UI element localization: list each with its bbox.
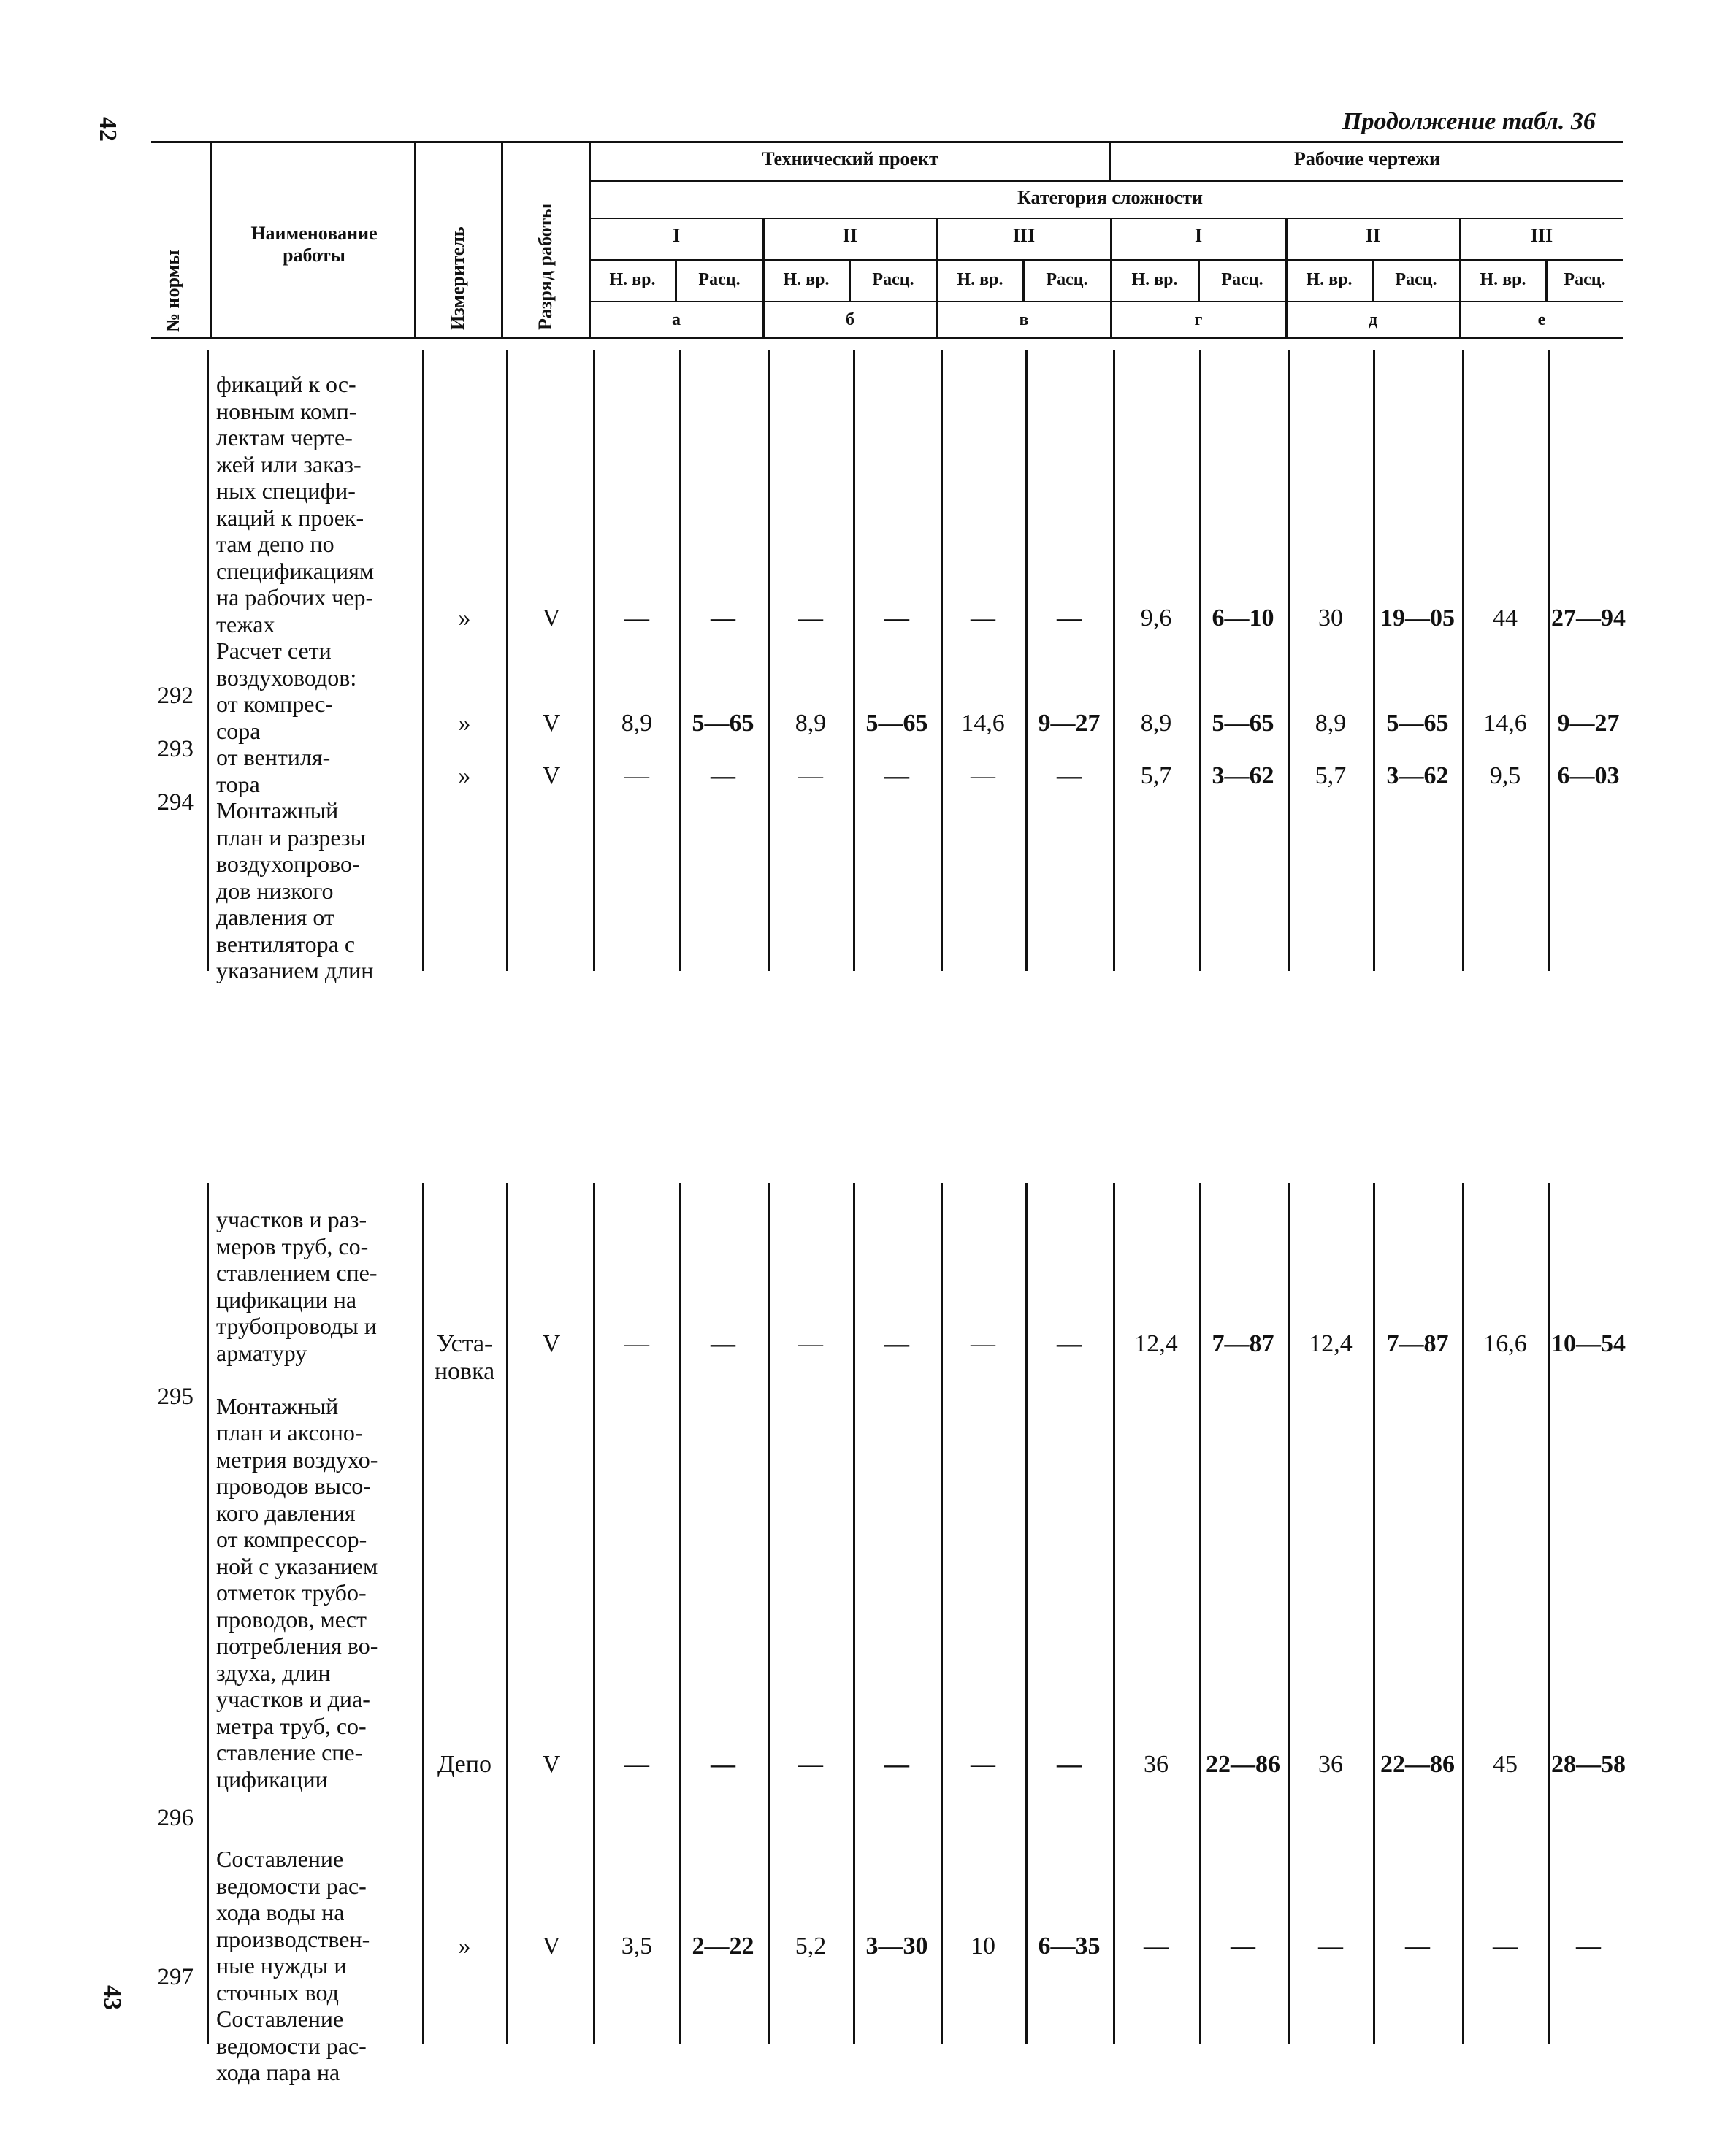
norm-time-label: Н. вр.: [1131, 270, 1178, 289]
measure-cell: [428, 1330, 501, 1386]
norm-time-cell: —: [798, 1330, 823, 1357]
description-line: проводов высо-: [216, 1473, 371, 1499]
description-line: план и аксоно-: [216, 1419, 363, 1446]
description-line: ставлением спе-: [216, 1259, 378, 1286]
description-line: каций к проек-: [216, 504, 364, 531]
header-work-name-text: Наименование работы: [250, 223, 378, 266]
column-letter: б: [846, 310, 854, 329]
measure-cell: »: [458, 710, 471, 737]
description-line: участков и раз-: [216, 1206, 367, 1232]
rate-cell: 5—65: [692, 710, 754, 737]
rate-cell: —: [1405, 1933, 1430, 1960]
rate-cell: 7—87: [1386, 1330, 1449, 1357]
category-label: I: [1194, 225, 1203, 246]
norm-number: 293: [157, 736, 194, 762]
norm-time-cell: 5,7: [1140, 762, 1172, 789]
description-line: хода пара на: [216, 2059, 340, 2085]
norm-time-cell: 8,9: [1140, 710, 1172, 737]
description-line: Расчет сети: [216, 637, 332, 664]
norm-time-cell: 5,2: [795, 1933, 827, 1960]
norm-time-cell: —: [624, 605, 649, 632]
rate-label: Расц.: [1395, 270, 1437, 289]
description-line: новным комп-: [216, 397, 357, 424]
description-line: ставление спе-: [216, 1739, 363, 1765]
rate-cell: —: [1057, 762, 1082, 789]
norm-time-cell: 9,5: [1489, 762, 1521, 789]
description-line: от компрес-: [216, 691, 334, 717]
rate-cell: —: [884, 762, 909, 789]
header-working-drawings: Рабочие чертежи: [1293, 148, 1440, 169]
description-line: ных специфи-: [216, 477, 356, 504]
description-line: ной с указанием: [216, 1552, 378, 1579]
norm-time-cell: 14,6: [1483, 710, 1527, 737]
description-line: метра труб, со-: [216, 1712, 367, 1739]
norm-number: 292: [157, 683, 194, 709]
norm-time-cell: —: [798, 1751, 823, 1778]
column-letter: в: [1019, 310, 1029, 329]
measure-cell: »: [458, 1933, 471, 1960]
rate-cell: 6—03: [1557, 762, 1620, 789]
column-letter: а: [672, 310, 681, 329]
norm-time-cell: 30: [1318, 605, 1343, 632]
norm-time-cell: —: [971, 1330, 995, 1357]
norm-number: 295: [157, 1384, 194, 1410]
description-line: ные нужды и: [216, 1952, 347, 1979]
column-letter: г: [1194, 310, 1203, 329]
rate-cell: 5—65: [865, 710, 928, 737]
norm-time-label: Н. вр.: [609, 270, 656, 289]
norm-time-cell: 36: [1144, 1751, 1169, 1778]
norm-time-cell: 8,9: [621, 710, 653, 737]
norm-time-label: Н. вр.: [957, 270, 1003, 289]
description-line: проводов, мест: [216, 1606, 367, 1633]
rate-cell: —: [1057, 605, 1082, 632]
norm-time-cell: —: [971, 1751, 995, 1778]
description-line: производствен-: [216, 1925, 370, 1952]
work-description-text: [216, 1206, 418, 2086]
description-line: ведомости рас-: [216, 2032, 367, 2059]
grade-cell: V: [542, 1933, 561, 1960]
norm-time-cell: 44: [1493, 605, 1518, 632]
description-line: здуха, длин: [216, 1659, 331, 1686]
norm-time-cell: 8,9: [795, 710, 827, 737]
description-line: цификации на: [216, 1286, 357, 1313]
description-line: давления от: [216, 904, 334, 930]
norm-time-cell: —: [971, 605, 995, 632]
rate-cell: —: [884, 1330, 909, 1357]
table-caption: Продолжение табл. 36: [1342, 108, 1596, 135]
header-complexity: Категория сложности: [1017, 187, 1203, 208]
description-line: воздуховодов:: [216, 664, 357, 691]
description-line: воздухопрово-: [216, 851, 360, 877]
measure-cell-line: Уста-: [436, 1330, 493, 1357]
header-work-name: [219, 223, 409, 266]
rate-cell: 19—05: [1380, 605, 1455, 632]
norm-time-label: Н. вр.: [1306, 270, 1353, 289]
header-measure: Измеритель: [447, 226, 468, 330]
column-letter: е: [1537, 310, 1546, 329]
description-line: трубопроводы и: [216, 1313, 377, 1339]
description-line: хода воды на: [216, 1899, 345, 1925]
norm-number: 296: [157, 1805, 194, 1831]
description-line: [216, 1819, 418, 1846]
grade-cell: V: [542, 1330, 561, 1357]
rate-cell: —: [1231, 1933, 1255, 1960]
description-line: кого давления: [216, 1499, 356, 1526]
rate-cell: 7—87: [1212, 1330, 1274, 1357]
description-line: сточных вод: [216, 1979, 339, 2006]
description-line: вентилятора с: [216, 930, 356, 957]
header-tech-project: Технический проект: [762, 148, 938, 169]
rate-cell: 6—35: [1038, 1933, 1101, 1960]
rate-cell: —: [884, 1751, 909, 1778]
rate-cell: 6—10: [1212, 605, 1274, 632]
rate-cell: 9—27: [1557, 710, 1620, 737]
norm-time-cell: 12,4: [1309, 1330, 1353, 1357]
category-label: I: [672, 225, 681, 246]
norm-time-cell: 5,7: [1315, 762, 1347, 789]
norm-time-cell: 12,4: [1134, 1330, 1178, 1357]
norm-time-cell: —: [1318, 1933, 1343, 1960]
rate-cell: 22—86: [1380, 1751, 1455, 1778]
rate-label: Расц.: [1221, 270, 1263, 289]
description-line: от вентиля-: [216, 744, 331, 770]
rate-cell: 3—62: [1212, 762, 1274, 789]
category-label: II: [1365, 225, 1381, 246]
measure-cell: Депо: [437, 1751, 492, 1778]
norm-time-cell: 9,6: [1140, 605, 1172, 632]
description-line: Монтажный: [216, 1392, 339, 1419]
description-line: спецификациям: [216, 557, 375, 584]
rate-cell: —: [711, 762, 735, 789]
rate-label: Расц.: [1564, 270, 1606, 289]
description-line: отметок трубо-: [216, 1579, 367, 1606]
header-norm-number: № нормы: [162, 250, 183, 332]
norm-number: 297: [157, 1964, 194, 1990]
description-line: тежах: [216, 610, 275, 637]
norm-time-cell: 36: [1318, 1751, 1343, 1778]
description-line: там депо по: [216, 531, 334, 557]
rate-cell: 27—94: [1551, 605, 1626, 632]
description-line: участков и диа-: [216, 1686, 370, 1712]
grade-cell: V: [542, 1751, 561, 1778]
description-line: ведомости рас-: [216, 1872, 367, 1899]
description-line: от компрессор-: [216, 1526, 367, 1552]
rate-cell: 3—30: [865, 1933, 928, 1960]
description-line: цификации: [216, 1765, 328, 1792]
rate-cell: 28—58: [1551, 1751, 1626, 1778]
description-line: [216, 1792, 418, 1819]
norm-number: 294: [157, 789, 194, 816]
rate-cell: —: [711, 605, 735, 632]
description-line: Составление: [216, 2006, 344, 2032]
description-line: фикаций к ос-: [216, 371, 356, 397]
norm-time-cell: —: [1493, 1933, 1518, 1960]
rate-cell: —: [1057, 1751, 1082, 1778]
norm-time-label: Н. вр.: [783, 270, 830, 289]
rate-cell: 10—54: [1551, 1330, 1626, 1357]
description-line: Монтажный: [216, 797, 339, 824]
norm-time-cell: —: [624, 1751, 649, 1778]
column-letter: д: [1368, 310, 1378, 329]
norm-time-cell: —: [798, 762, 823, 789]
rate-cell: —: [1576, 1933, 1601, 1960]
page-number-right: 43: [99, 1985, 126, 2010]
rate-cell: —: [711, 1330, 735, 1357]
description-line: меров труб, со-: [216, 1232, 369, 1259]
description-line: [216, 1366, 418, 1393]
rate-cell: —: [1057, 1330, 1082, 1357]
norm-time-cell: 8,9: [1315, 710, 1347, 737]
description-line: арматуру: [216, 1339, 307, 1366]
measure-cell: »: [458, 762, 471, 789]
measure-cell-line: новка: [434, 1358, 495, 1385]
measure-cell: »: [458, 605, 471, 632]
norm-time-cell: 16,6: [1483, 1330, 1527, 1357]
rate-cell: 22—86: [1206, 1751, 1280, 1778]
norm-time-cell: —: [624, 1330, 649, 1357]
description-line: потребления во-: [216, 1633, 378, 1659]
work-description-text: [216, 371, 418, 984]
category-label: II: [842, 225, 858, 246]
rate-label: Расц.: [698, 270, 741, 289]
grade-cell: V: [542, 605, 561, 632]
header-grade: Разряд работы: [535, 203, 556, 330]
rate-cell: —: [884, 605, 909, 632]
rate-label: Расц.: [872, 270, 914, 289]
category-label: III: [1012, 225, 1036, 246]
description-line: указанием длин: [216, 957, 374, 983]
description-line: метрия воздухо-: [216, 1446, 378, 1473]
rate-cell: 9—27: [1038, 710, 1101, 737]
description-line: дов низкого: [216, 877, 334, 904]
description-line: Составление: [216, 1846, 344, 1872]
norm-time-cell: 3,5: [621, 1933, 653, 1960]
norm-time-cell: —: [798, 605, 823, 632]
norm-time-cell: 14,6: [961, 710, 1005, 737]
rate-label: Расц.: [1046, 270, 1088, 289]
grade-cell: V: [542, 762, 561, 789]
rate-cell: 3—62: [1386, 762, 1449, 789]
norm-time-cell: —: [624, 762, 649, 789]
rate-cell: —: [711, 1751, 735, 1778]
norm-time-cell: —: [971, 762, 995, 789]
norm-time-label: Н. вр.: [1480, 270, 1526, 289]
description-line: план и разрезы: [216, 824, 367, 851]
norm-time-cell: 45: [1493, 1751, 1518, 1778]
description-line: жей или заказ-: [216, 450, 362, 477]
page-number-left: 42: [94, 117, 121, 142]
category-label: III: [1530, 225, 1553, 246]
norm-time-cell: 10: [971, 1933, 995, 1960]
rate-cell: 5—65: [1212, 710, 1274, 737]
description-line: сора: [216, 717, 261, 744]
grade-cell: V: [542, 710, 561, 737]
norm-time-cell: —: [1144, 1933, 1169, 1960]
description-line: лектам черте-: [216, 424, 353, 450]
description-line: тора: [216, 770, 260, 797]
description-line: на рабочих чер-: [216, 584, 374, 610]
rate-cell: 5—65: [1386, 710, 1449, 737]
rate-cell: 2—22: [692, 1933, 754, 1960]
